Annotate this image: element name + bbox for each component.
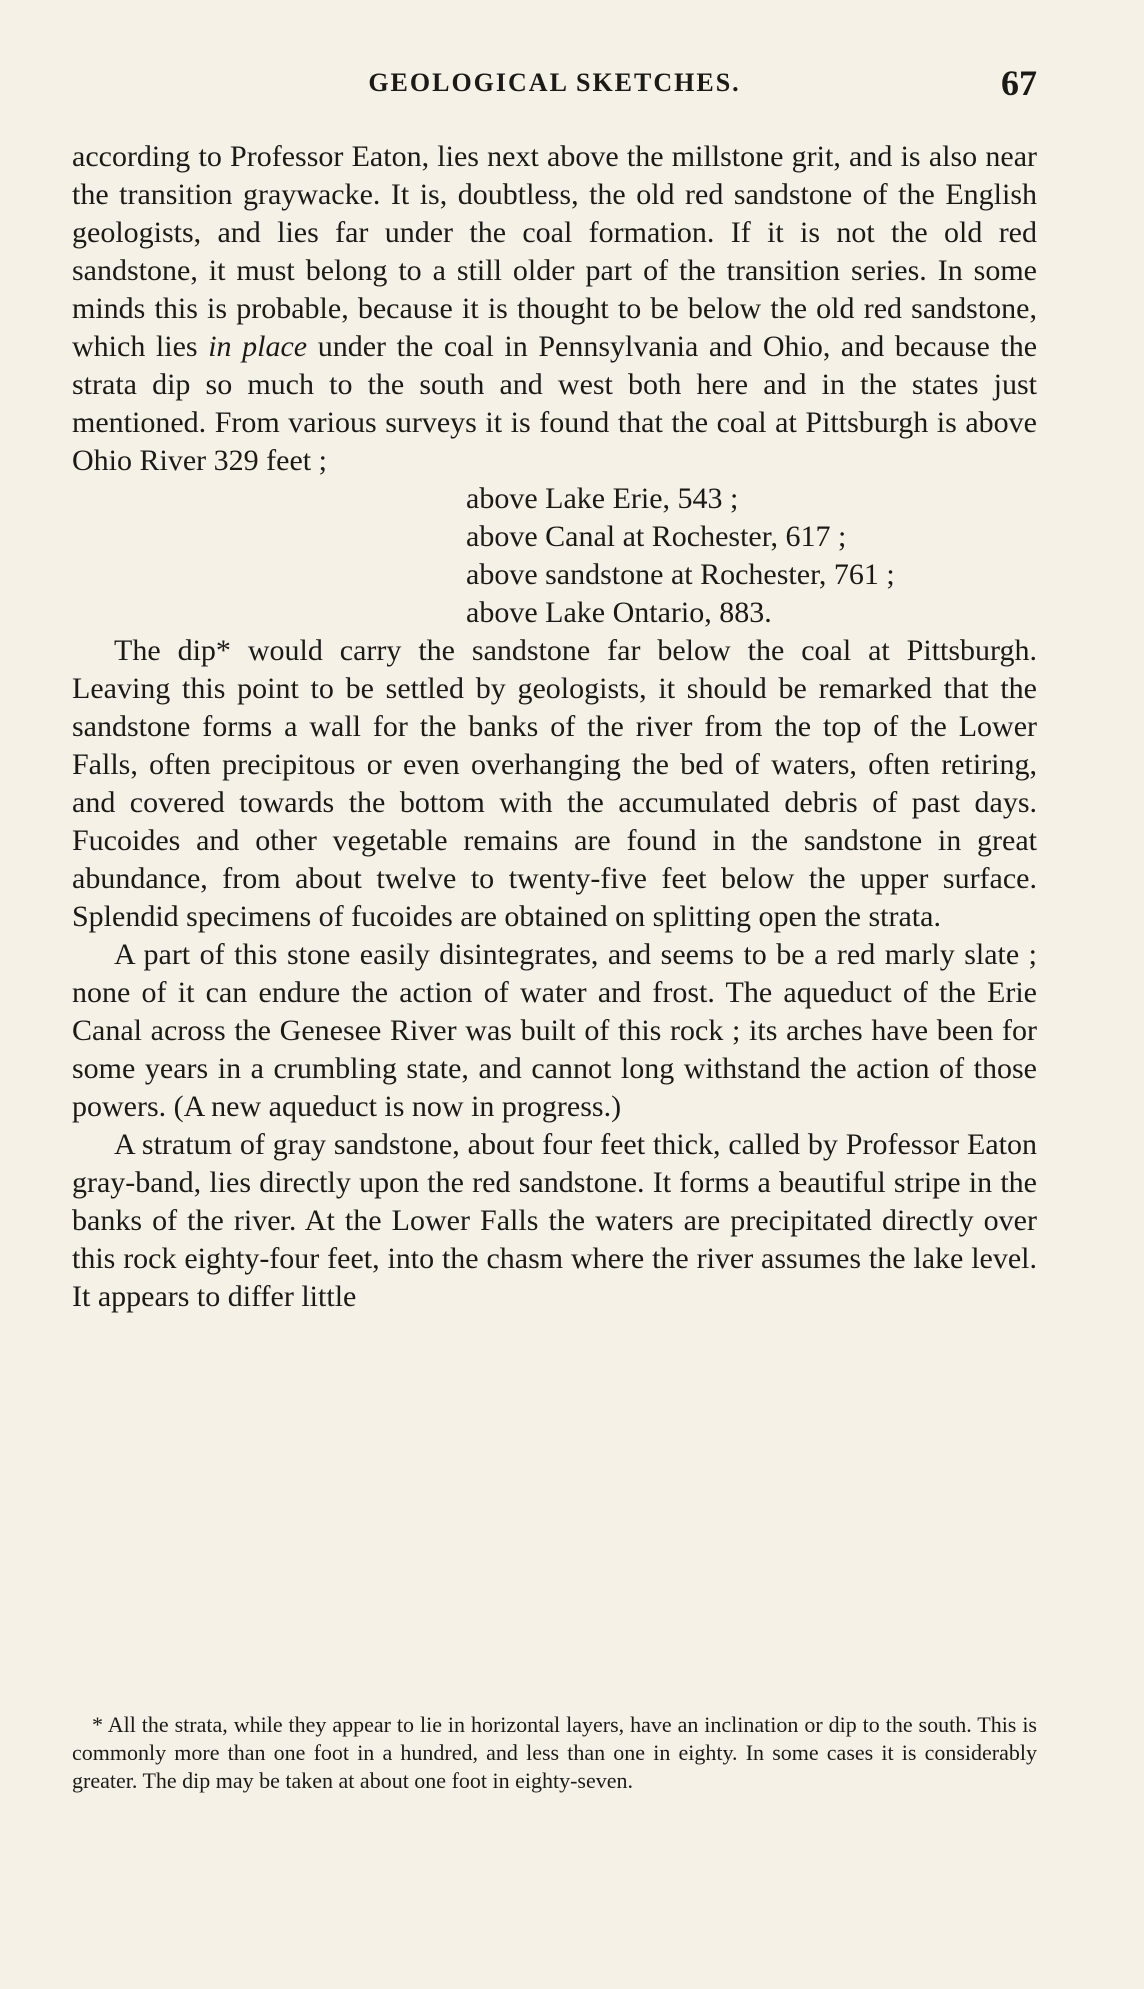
list-item: above sandstone at Rochester, 761 ;: [466, 558, 895, 591]
paragraph-text: under the coal in Pennsylvania and Ohio, and because the strata dip so much to the south and west both here and in the states just mentioned. From various surveys it is found that the coal at Pittsburgh is above Ohio River 329 feet ;: [72, 330, 1038, 477]
paragraph: [72, 138, 1037, 480]
running-title: GEOLOGICAL SKETCHES.: [368, 68, 741, 97]
paragraph: A stratum of gray sandstone, about four feet thick, called by Professor Eaton gray-band, lies directly upon the red sandstone. It forms a beautiful stripe in the banks of the river. At the Lower Falls the waters are precipitated directly over this rock eighty-four feet, into the chasm where the river assumes the lake level. It appears to differ little: [72, 1128, 1037, 1313]
elevation-list: [72, 480, 1037, 632]
list-item: above Canal at Rochester, 617 ;: [466, 520, 847, 553]
page-number: 67: [1001, 63, 1037, 103]
page-header: [72, 62, 1037, 102]
body-text: [72, 138, 1037, 1316]
footnote-section: [72, 1711, 1037, 1795]
list-item: above Lake Ontario, 883.: [466, 596, 772, 629]
paragraph: A part of this stone easily disintegrates, and seems to be a red marly slate ; none of it can endure the action of water and frost. The aqueduct of the Erie Canal across the Genesee River was built of this rock ; its arches have been for some years in a crumbling state, and cannot long withstand the action of those powers. (A new aqueduct is now in progress.): [72, 938, 1037, 1123]
italic-phrase: in place: [208, 330, 308, 363]
footnote: * All the strata, while they appear to lie in horizontal layers, have an inclination or dip to the south. This is commonly more than one foot in a hundred, and less than one in eighty. In some cases it is considerably greater. The dip may be taken at about one foot in eighty-seven.: [72, 1712, 1037, 1793]
paragraph-text: according to Professor Eaton, lies next above the millstone grit, and is also near the transition graywacke. It is, doubtless, the old red sandstone of the English geologists, and lies far under the coal formation. If it is not the old red sandstone, it must belong to a still older part of the transition series. In some minds this is probable, because it is thought to be below the old red sandstone, which lies: [72, 140, 1037, 363]
paragraph: The dip* would carry the sandstone far below the coal at Pittsburgh. Leaving this point to be settled by geologists, it should be remarked that the sandstone forms a wall for the banks of the river from the top of the Lower Falls, often precipitous or even overhanging the bed of waters, often retiring, and covered towards the bottom with the accumulated debris of past days. Fucoides and other vegetable remains are found in the sandstone in great abundance, from about twelve to twenty-five feet below the upper surface. Splendid specimens of fucoides are obtained on splitting open the strata.: [72, 634, 1037, 933]
list-item: above Lake Erie, 543 ;: [466, 482, 739, 515]
